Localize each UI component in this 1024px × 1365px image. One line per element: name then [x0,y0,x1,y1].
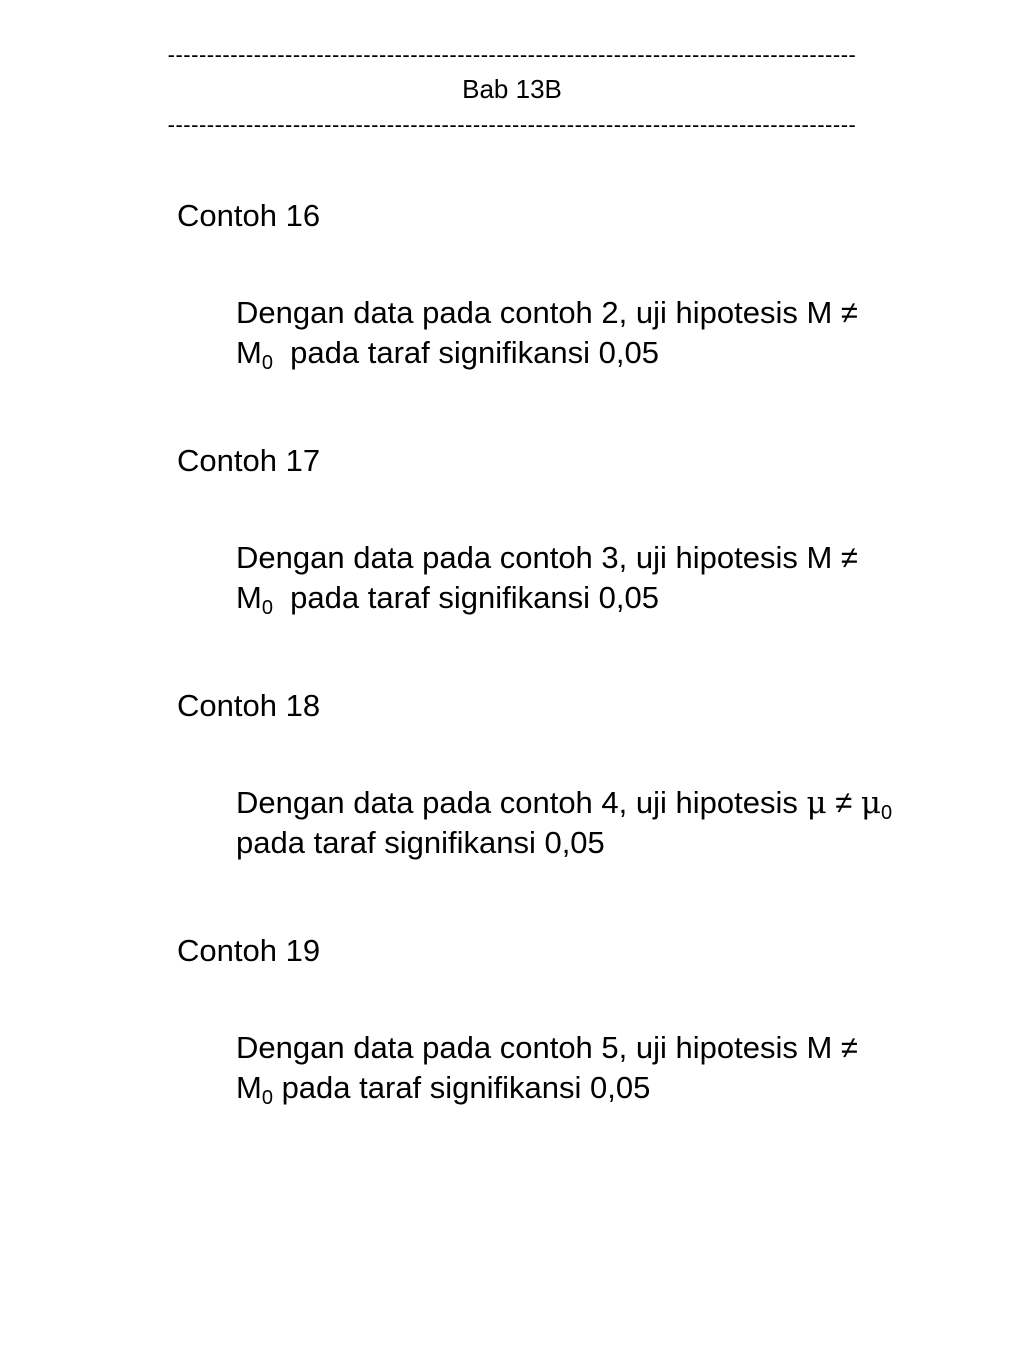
header-rule-bottom: ---------------------------------------------------------------------------------------- [167,112,857,137]
mu-symbol: μ [806,785,827,821]
problem-line-2: pada taraf signifikansi 0,05 [272,580,659,615]
example-17 [0,441,1024,618]
header-rule-top: ---------------------------------------------------------------------------------------- [167,42,857,67]
problem-line-2: pada taraf signifikansi 0,05 [272,335,659,370]
example-problem [236,783,976,863]
example-problem [236,1028,976,1108]
problem-line-2: pada taraf signifikansi 0,05 [236,825,605,860]
chapter-title: Bab 13B [462,74,562,104]
example-16 [0,196,1024,373]
document-body [0,196,1024,1176]
example-title: Contoh 18 [177,688,321,723]
example-problem [236,293,976,373]
mu-zero-symbol: μ [860,785,882,821]
math-subscript: 0 [261,1087,273,1109]
example-title: Contoh 17 [177,443,321,478]
math-variable: M [236,580,262,615]
problem-line-1: Dengan data pada contoh 2, uji hipotesis M ≠ [236,295,858,330]
example-problem [236,538,976,618]
math-variable: M [236,1070,262,1105]
page-header [0,40,1024,140]
problem-line-2: pada taraf signifikansi 0,05 [272,1070,651,1105]
example-19 [0,931,1024,1108]
problem-line-1: Dengan data pada contoh 5, uji hipotesis M ≠ [236,1030,858,1065]
math-subscript: 0 [261,352,273,374]
problem-line-1: Dengan data pada contoh 4, uji hipotesis [236,785,807,820]
example-title: Contoh 19 [177,933,321,968]
math-variable: M [236,335,262,370]
example-title: Contoh 16 [177,198,321,233]
problem-line-1: Dengan data pada contoh 3, uji hipotesis M ≠ [236,540,858,575]
not-equal-symbol: ≠ [826,785,861,820]
math-subscript: 0 [881,802,893,824]
example-18 [0,686,1024,863]
math-subscript: 0 [261,597,273,619]
